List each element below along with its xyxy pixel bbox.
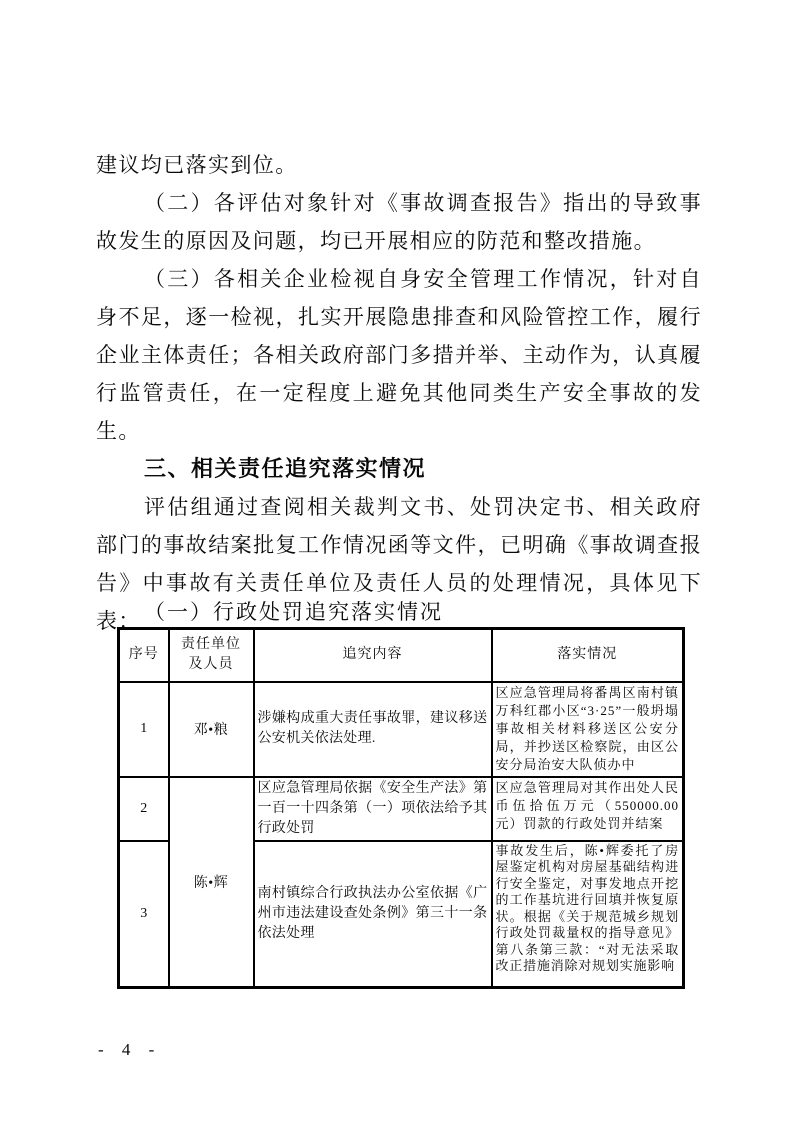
paragraph-item3: （三）各相关企业检视自身安全管理工作情况，针对自身不足，逐一检视，扎实开展隐患排查和风险管控工作，履行企业主体责任；各相关政府部门多措并举、主动作为，认真履行监管责任，在一定程度上避免其他同类生产安全事故的发生。 [96,267,702,443]
row1-status: 区应急管理局将番禺区南村镇万科红郡小区“3·25”一般坍塌事故相关材料移送区公安分局，并抄送区检察院，由区公安分局治安大队侦办中 [492,682,684,777]
header-implementation: 落实情况 [492,629,684,682]
header-pursuit-content: 追究内容 [254,629,492,682]
paragraph-intro: 评估组通过查阅相关裁判文书、处罚决定书、相关政府部门的事故结案批复工作情况函等文件，已明确《事故调查报告》中事故有关责任单位及责任人员的处理情况，具体见下表： [96,495,702,633]
row2-3-name: 陈•辉 [169,777,254,988]
subsection-heading: （一）行政处罚追究落实情况 [144,600,443,624]
row1-name: 邓•粮 [169,682,254,777]
row1-content: 涉嫌构成重大责任事故罪，建议移送公安机关依法处理. [254,682,492,777]
header-unit-person: 责任单位及人员 [169,629,254,682]
section-heading: 三、相关责任追究落实情况 [144,456,427,481]
table-row [119,777,684,841]
document-body [96,146,702,640]
row3-content: 南村镇综合行政执法办公室依据《广州市违法建设查处条例》第三十一条依法处理 [254,841,492,988]
row3-status: 事故发生后，陈•辉委托了房屋鉴定机构对房屋基础结构进行安全鉴定，对事发地点开挖的工作基坑进行回填并恢复原状。根据《关于规范城乡规划行政处罚裁量权的指导意见》第八条第三款：“对无法采取改正措施消除对规划实施影响 [492,841,684,988]
paragraph-continuation: 建议均已落实到位。 [96,153,298,177]
row3-seq: 3 [119,841,169,988]
punishment-table [117,627,685,989]
row1-seq: 1 [119,682,169,777]
paragraph-item2: （二）各评估对象针对《事故调查报告》指出的导致事故发生的原因及问题，均已开展相应的防范和整改措施。 [96,191,702,253]
table-header-row [119,629,684,682]
row2-seq: 2 [119,777,169,841]
header-seq: 序号 [119,629,169,682]
row2-status: 区应急管理局对其作出处人民币伍拾伍万元（550000.00元）罚款的行政处罚并结案 [492,777,684,841]
row2-content: 区应急管理局依据《安全生产法》第一百一十四条第（一）项依法给予其行政处罚 [254,777,492,841]
table-row [119,682,684,777]
page-number: - 4 - [98,1040,162,1059]
